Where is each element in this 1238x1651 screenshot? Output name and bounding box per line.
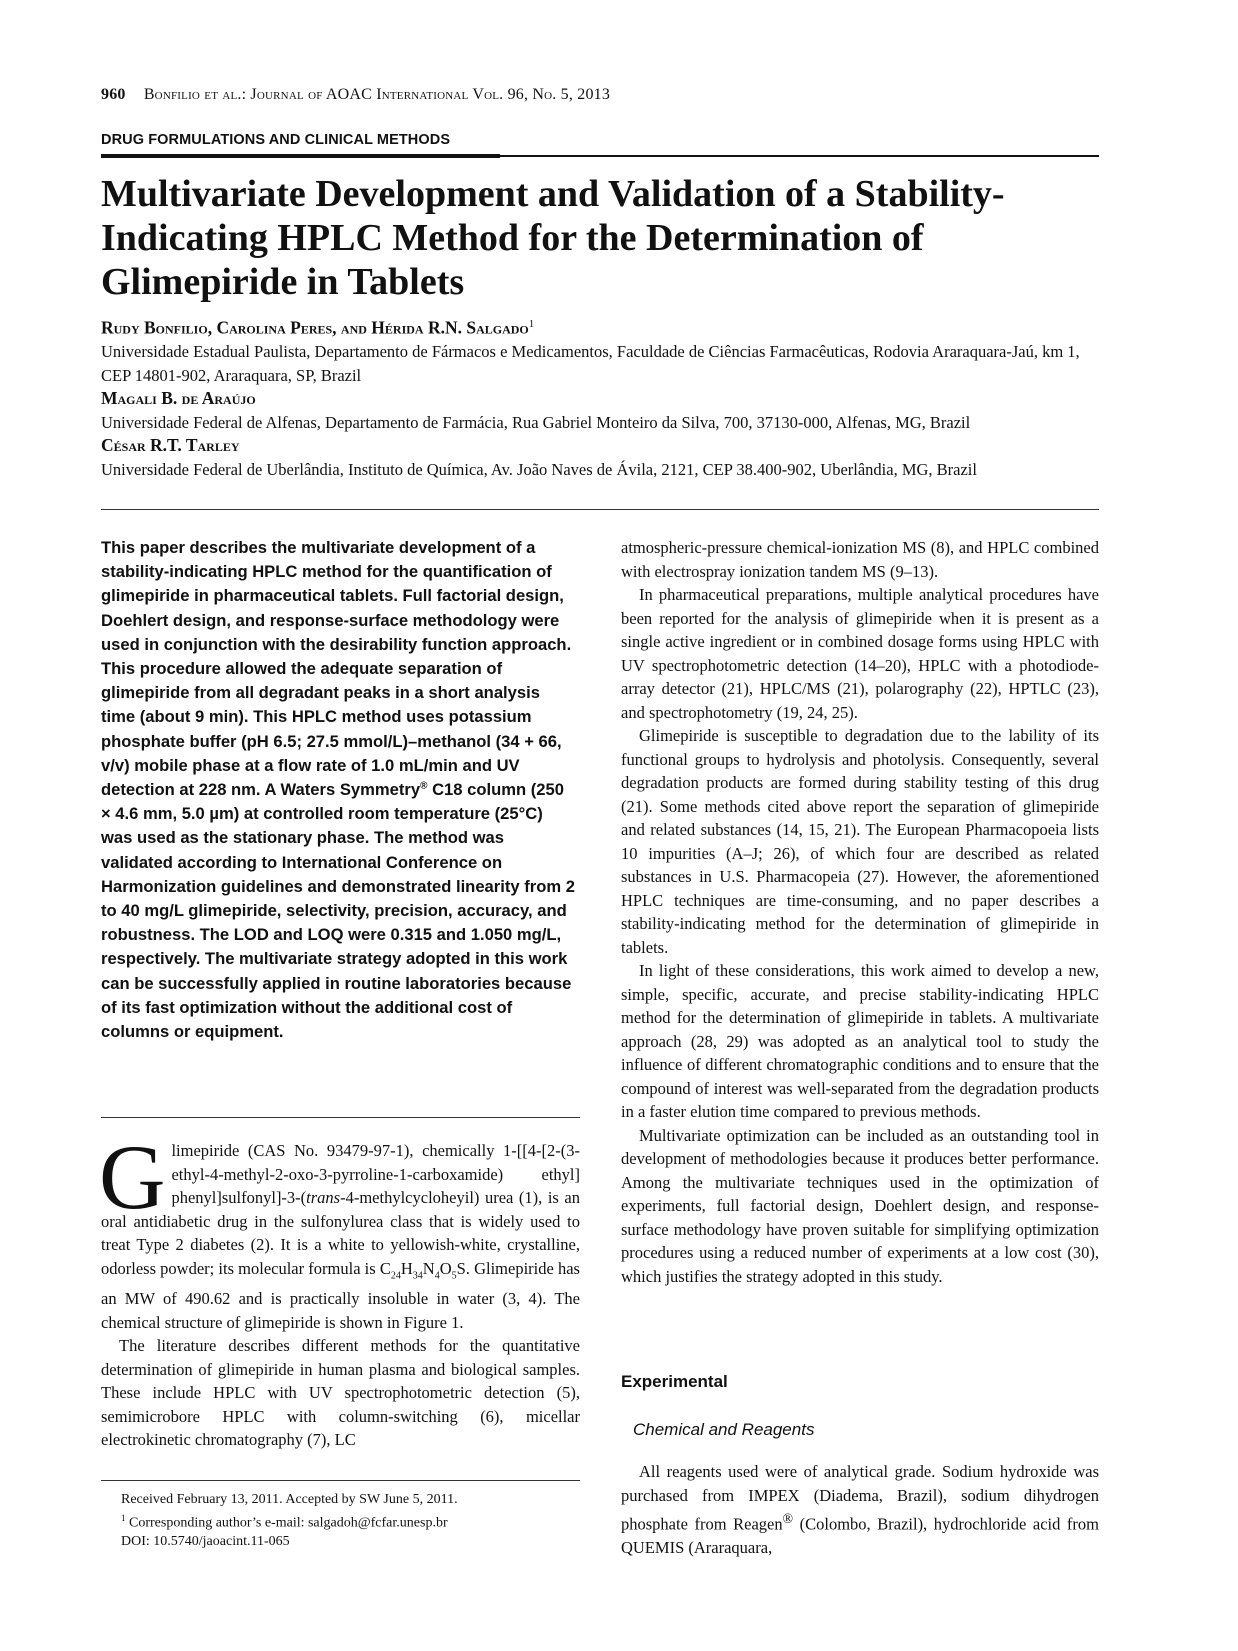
- affiliation-2: Universidade Federal de Alfenas, Departamento de Farmácia, Rua Gabriel Monteiro da Silva, 700, 37130-000, Alfenas, MG, Brazil: [101, 412, 971, 432]
- right-paragraph-4: In light of these considerations, this work aimed to develop a new, simple, specific, accurate, and precise stability-indicating HPLC method for the determination of glimepiride in tablets. A multivariate approach (28, 29) was adopted as an analytical tool to study the influence of different chromatographic conditions and to ensure that the compound of interest was well-separated from the degradation products in a faster elution time compared to previous methods.: [621, 961, 1099, 1121]
- section-label: DRUG FORMULATIONS AND CLINICAL METHODS: [101, 132, 451, 148]
- intro-text-b: -4-methylcycloheyil) urea (1), is an oral antidiabetic drug in the sulfonylurea class that is widely used to treat Type 2 diabetes (2). It is a white to yellowish-white, crystalline, odorless powder; its molecular formula is C: [101, 1188, 580, 1278]
- author-names-1: Rudy Bonfilio, Carolina Peres, and Hérida R.N. Salgado: [101, 317, 529, 338]
- intro-text-a: limepiride (CAS No. 93479-97-1), chemically 1-[[4-[2-(3-ethyl-4-methyl-2-oxo-3-pyrroline-1-carboxamide) ethyl] phenyl]sulfonyl]-3-(: [171, 1141, 580, 1207]
- intro-paragraph-1: [99, 1126, 580, 1334]
- intro-italic-trans: trans: [306, 1188, 341, 1207]
- author-names-3: César R.T. Tarley: [101, 435, 240, 455]
- right-paragraph-2: In pharmaceutical preparations, multiple analytical procedures have been reported for the analysis of glimepiride when it is present as a single active ingredient or in combined dosage forms using HPLC with UV spectrophotometric detection (14–20), HPLC with a photodiode-array detector (21), HPLC/MS (21), polarography (22), HPTLC (23), and spectrophotometry (19, 24, 25).: [621, 585, 1099, 722]
- author-names-2: Magali B. de Araújo: [101, 388, 256, 408]
- footnote-divider: [101, 1480, 580, 1481]
- author-block: [101, 313, 1101, 481]
- formula-h: H: [400, 1258, 413, 1278]
- experimental-text-b: (Colombo, Brazil), hydrochloride acid from QUEMIS (Araraquara,: [621, 1514, 1100, 1557]
- section-heading-experimental: Experimental: [621, 1372, 728, 1391]
- experimental-text-a: All reagents used were of analytical grade. Sodium hydroxide was purchased from IMPEX (Diadema, Brazil), sodium dihydrogen phosphate from Reagen: [621, 1462, 1099, 1534]
- experimental-body: [621, 1460, 1099, 1560]
- intro-paragraph-2: The literature describes different methods for the quantitative determination of glimepiride in human plasma and biological samples. These include HPLC with UV spectrophotometric detection (5), semimicrobore HPLC with column-switching (6), micellar electrokinetic chromatography (7), LC: [101, 1336, 580, 1450]
- formula-sub-n: 4: [434, 1269, 440, 1281]
- author-group-1: [101, 313, 1101, 340]
- intro-text-c: S. Glimepiride has an MW of 490.62 and is practically insoluble in water (3, 4). The chemical structure of glimepiride is shown in Figure 1.: [101, 1258, 580, 1332]
- formula-sub-h: 34: [412, 1269, 423, 1281]
- footnotes: [121, 1491, 581, 1551]
- abstract-text-1: This paper describes the multivariate development of a stability-indicating HPLC method for the quantification of glimepiride in pharmaceutical tablets. Full factorial design, Doehlert design, and response-surface methodology were used in conjunction with the desirability function approach. This procedure allowed the adequate separation of glimepiride from all degradant peaks in a short analysis time (about 9 min). This HPLC method uses potassium phosphate buffer (pH 6.5; 27.5 mmol/L)–methanol (34 + 66, v/v) mobile phase at a flow rate of 1.0 mL/min and UV detection at 228 nm. A Waters Symmetry: [101, 538, 572, 800]
- experimental-paragraph-1: [621, 1460, 1099, 1560]
- formula-sub-o: 5: [451, 1269, 457, 1281]
- header-divider: [101, 509, 1099, 510]
- corresponding-note: [121, 1509, 581, 1533]
- right-paragraph-1: atmospheric-pressure chemical-ionization MS (8), and HPLC combined with electrospray ionization tandem MS (9–13).: [621, 538, 1099, 581]
- page-number: 960: [101, 86, 126, 103]
- affiliation-3: Universidade Federal de Uberlândia, Instituto de Química, Av. João Naves de Ávila, 2121, CEP 38.400-902, Uberlândia, MG, Brazil: [101, 459, 977, 479]
- formula-o: O: [439, 1258, 452, 1278]
- registered-mark-2: ®: [782, 1511, 794, 1526]
- drop-cap: G: [99, 1126, 166, 1228]
- formula-n: N: [422, 1258, 435, 1278]
- running-title: Bonfilio et al.: Journal of AOAC International Vol. 96, No. 5, 2013: [143, 86, 611, 103]
- abstract: [101, 536, 578, 1044]
- abstract-divider: [101, 1117, 580, 1118]
- affiliation-1: Universidade Estadual Paulista, Departamento de Fármacos e Medicamentos, Faculdade de Ciências Farmacêuticas, Rodovia Araraquara-Jaú, km 1, CEP 14801-902, Araraquara, SP, Brazil: [101, 342, 1080, 385]
- right-paragraph-3: Glimepiride is susceptible to degradation due to the lability of its functional groups to hydrolysis and photolysis. Consequently, several degradation products are formed during stability testing of this drug (21). Some methods cited above report the separation of glimepiride and related substances (14, 15, 21). The European Pharmacopoeia lists 10 impurities (A–J; 26), of which four are described as related substances in U.S. Pharmacopeia (27). However, the aforementioned HPLC techniques are time-consuming, and no paper describes a stability-indicating method for the determination of glimepiride in tablets.: [621, 726, 1099, 957]
- section-rule-thick: [101, 154, 500, 158]
- formula-sub-c: 24: [390, 1269, 401, 1281]
- running-header: [101, 86, 610, 104]
- corresponding-text: Corresponding author’s e-mail: salgadoh@fcfar.unesp.br: [125, 1515, 448, 1531]
- right-paragraph-5: Multivariate optimization can be included as an outstanding tool in development of methodologies because it produces better performance. Among the multivariate techniques used in the optimization of experiments, full factorial design, Doehlert design, and response-surface methodology have proven suitable for simplifying optimization procedures using a reduced number of experiments at a low cost (30), which justifies the strategy adopted in this study.: [621, 1125, 1099, 1286]
- intro-column-right: [621, 536, 1099, 1288]
- abstract-text-2: C18 column (250 × 4.6 mm, 5.0 µm) at controlled room temperature (25°C) was used as the stationary phase. The method was validated according to International Conference on Harmonization guidelines and demonstrated linearity from 2 to 40 mg/L glimepiride, selectivity, precision, accuracy, and robustness. The LOD and LOQ were 0.315 and 1.050 mg/L, respectively. The multivariate strategy adopted in this work can be successfully applied in routine laboratories because of its fast optimization without the additional cost of columns or equipment.: [101, 780, 575, 1042]
- section-rule-thin: [500, 155, 1099, 157]
- intro-column-left: [99, 1126, 580, 1452]
- received-note: Received February 13, 2011. Accepted by SW June 5, 2011.: [121, 1492, 458, 1507]
- article-title: Multivariate Development and Validation of a Stability-Indicating HPLC Method for the Determination of Glimepiride in Tablets: [101, 173, 1005, 303]
- registered-mark: ®: [420, 780, 428, 792]
- author-footnote-marker: 1: [528, 318, 535, 330]
- doi-note: DOI: 10.5740/jaoacint.11-065: [121, 1533, 290, 1549]
- corresponding-marker: 1: [121, 1513, 126, 1523]
- subheading-chemicals: Chemical and Reagents: [633, 1420, 815, 1439]
